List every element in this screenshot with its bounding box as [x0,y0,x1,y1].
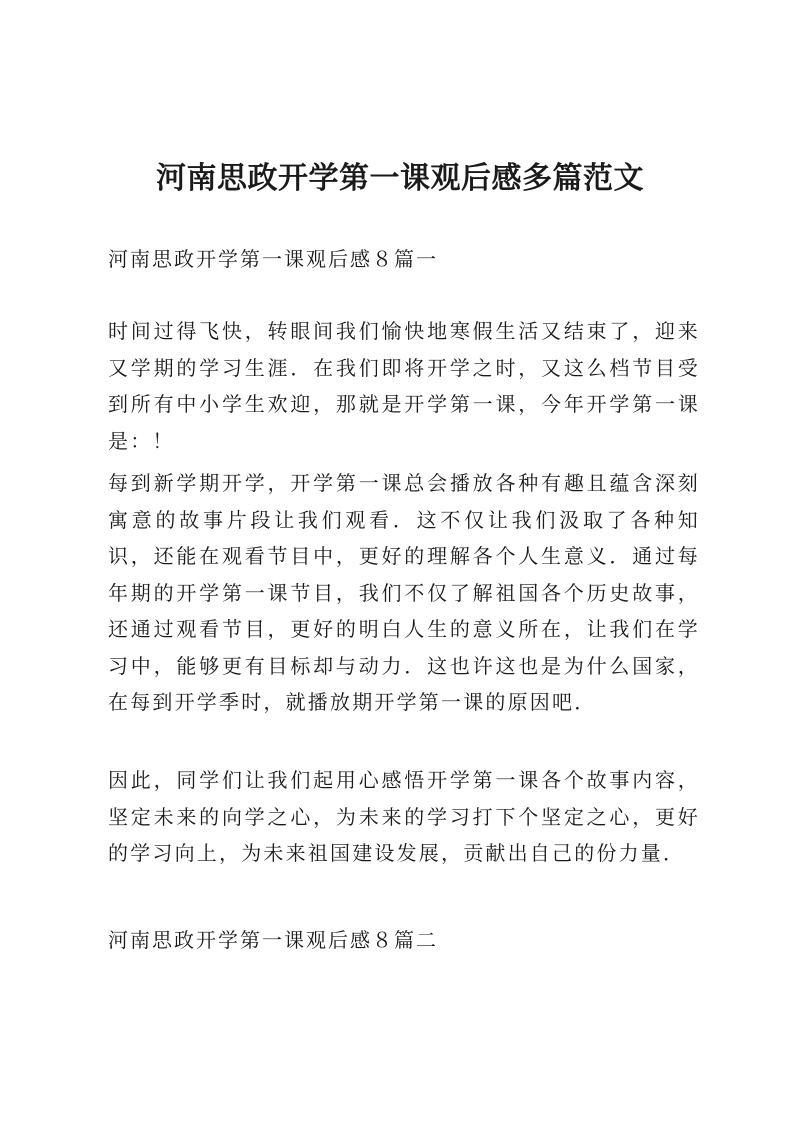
section-heading-2: 河南思政开学第一课观后感８篇二 [108,928,438,952]
document-title: 河南思政开学第一课观后感多篇范文 [156,161,644,196]
section-heading-1: 河南思政开学第一课观后感８篇一 [108,247,438,271]
paragraph-1: 时间过得飞快，转眼间我们愉快地寒假生活又结束了，迎来又学期的学习生涯．在我们即将开学之时，又这么档节目受到所有中小学生欢迎，那就是开学第一课，今年开学第一课是：！ [108,319,700,453]
paragraph-2: 每到新学期开学，开学第一课总会播放各种有趣且蕴含深刻寓意的故事片段让我们观看．这不仅让我们汲取了各种知识，还能在观看节目中，更好的理解各个人生意义．通过每年期的开学第一课节目，我们不仅了解祖国各个历史故事，还通过观看节目，更好的明白人生的意义所在，让我们在学习中，能够更有目标却与动力．这也许这也是为什么国家，在每到开学季时，就播放期开学第一课的原因吧． [108,471,700,714]
paragraph-3: 因此，同学们让我们起用心感悟开学第一课各个故事内容，坚定未来的向学之心，为未来的学习打下个坚定之心，更好的学习向上，为未来祖国建设发展，贡献出自己的份力量． [108,768,700,865]
